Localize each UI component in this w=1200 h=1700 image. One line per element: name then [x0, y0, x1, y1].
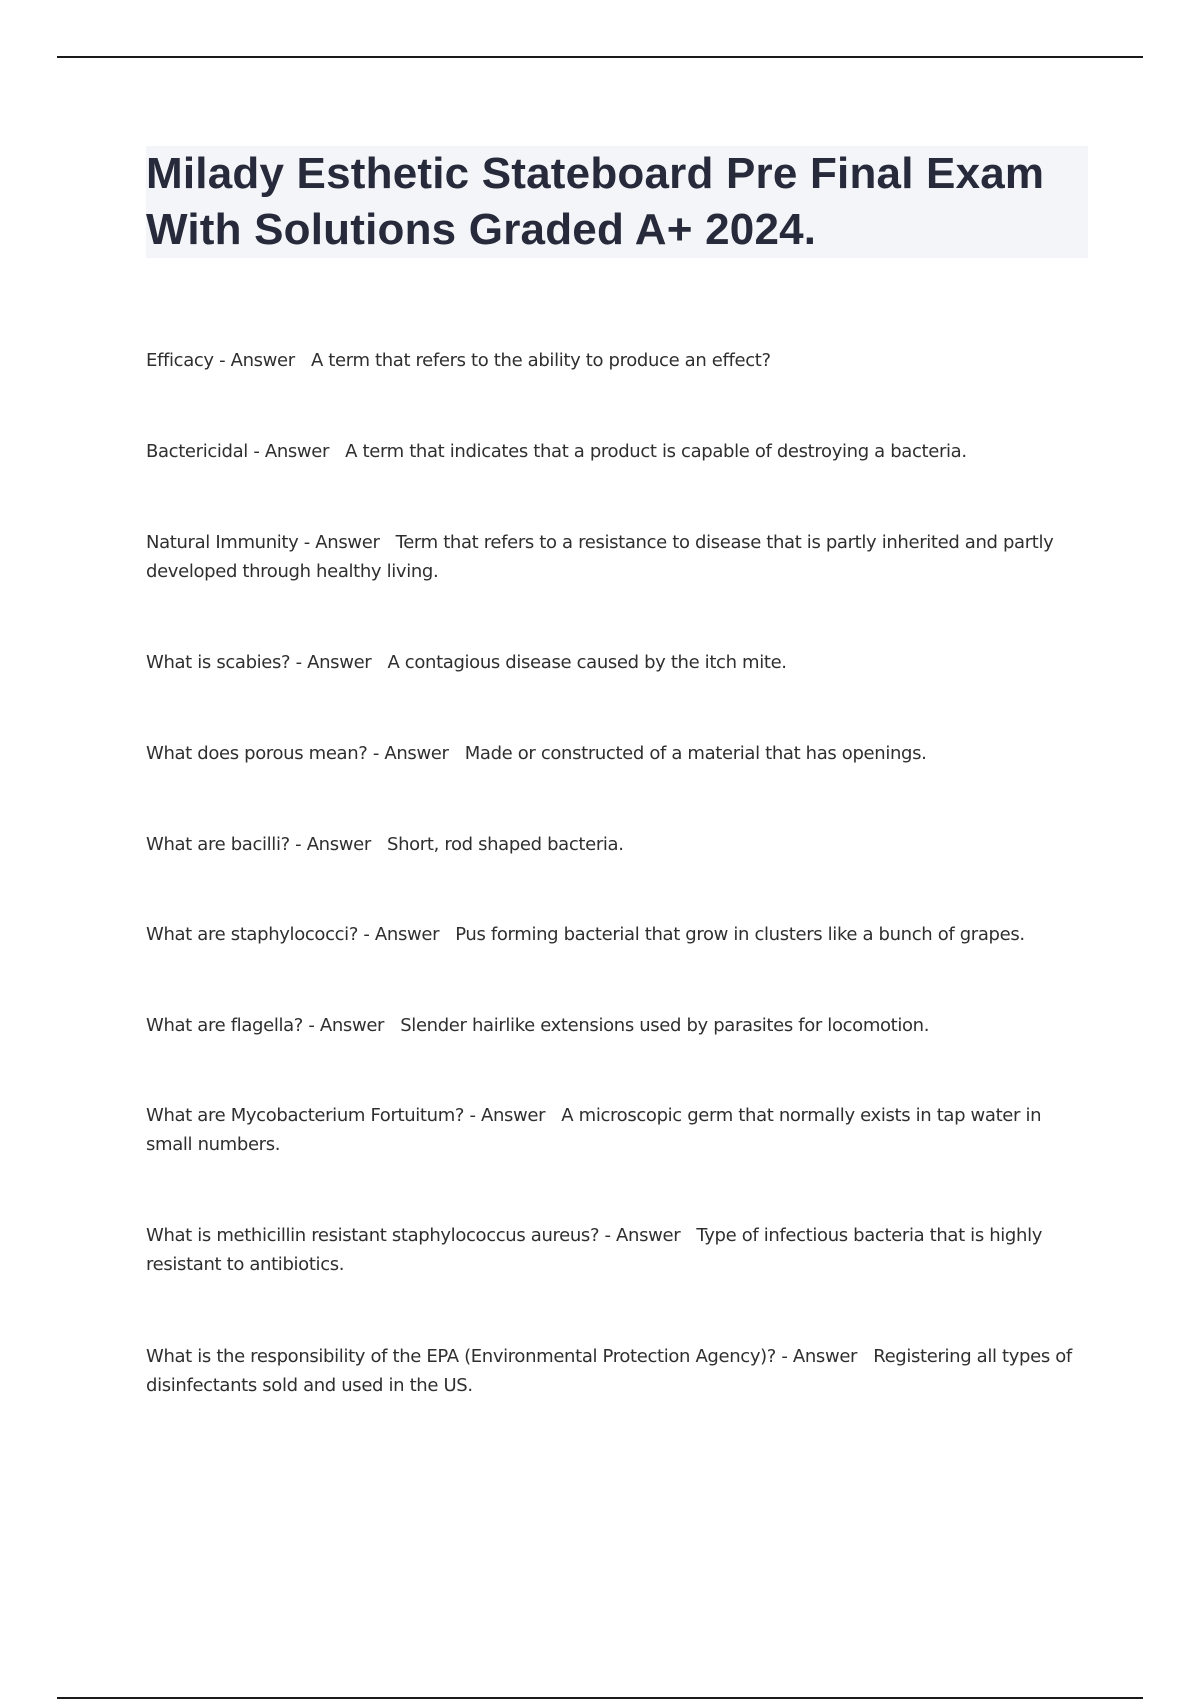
qa-question: What are flagella?: [146, 1015, 304, 1036]
qa-question: Bactericidal: [146, 441, 248, 462]
qa-answer: Type of infectious bacteria that is highly resistant to antibiotics.: [146, 1225, 1043, 1275]
qa-item: [146, 830, 1086, 859]
qa-question: What is scabies?: [146, 652, 291, 673]
qa-item: [146, 346, 1086, 375]
document-title: Milady Esthetic Stateboard Pre Final Exam With Solutions Graded A+ 2024.: [146, 149, 1070, 254]
qa-answer: Short, rod shaped bacteria.: [387, 834, 624, 855]
qa-item: [146, 648, 1086, 677]
qa-separator: - Answer: [213, 350, 311, 371]
qa-answer: A microscopic germ that normally exists in tap water in small numbers.: [146, 1105, 1042, 1155]
qa-question: What are bacilli?: [146, 834, 290, 855]
title-block: [146, 146, 1088, 258]
qa-item: [146, 1342, 1086, 1400]
qa-answer: Term that refers to a resistance to disease that is partly inherited and partly developed through healthy living.: [146, 532, 1054, 582]
qa-separator: - Answer: [289, 834, 388, 855]
qa-answer: A term that indicates that a product is capable of destroying a bacteria.: [345, 441, 967, 462]
qa-separator: - Answer: [599, 1225, 697, 1246]
footer-rule: [57, 1697, 1143, 1699]
qa-item: [146, 1221, 1086, 1279]
qa-question: Natural Immunity: [146, 532, 299, 553]
qa-item: [146, 1101, 1086, 1159]
qa-separator: - Answer: [298, 532, 396, 553]
qa-answer: Registering all types of disinfectants sold and used in the US.: [146, 1346, 1072, 1396]
qa-item: [146, 1011, 1086, 1040]
qa-item: [146, 739, 1086, 768]
qa-answer: Slender hairlike extensions used by parasites for locomotion.: [400, 1015, 930, 1036]
qa-item: [146, 920, 1086, 949]
qa-item: [146, 528, 1086, 586]
qa-separator: - Answer: [303, 1015, 401, 1036]
qa-separator: - Answer: [464, 1105, 562, 1126]
qa-separator: - Answer: [776, 1346, 874, 1367]
qa-answer: A contagious disease caused by the itch mite.: [387, 652, 787, 673]
qa-separator: - Answer: [290, 652, 388, 673]
qa-question: What are staphylococci?: [146, 924, 359, 945]
qa-answer: A term that refers to the ability to produce an effect?: [310, 350, 771, 371]
qa-question: What is the responsibility of the EPA (Environmental Protection Agency)?: [146, 1346, 777, 1367]
qa-question: What are Mycobacterium Fortuitum?: [146, 1105, 465, 1126]
qa-separator: - Answer: [358, 924, 456, 945]
qa-question: What is methicillin resistant staphylococcus aureus?: [146, 1225, 600, 1246]
qa-question: Efficacy: [146, 350, 214, 371]
header-rule: [57, 56, 1143, 58]
qa-answer: Made or constructed of a material that has openings.: [464, 743, 927, 764]
qa-item: [146, 437, 1086, 466]
qa-question: What does porous mean?: [146, 743, 368, 764]
qa-separator: - Answer: [367, 743, 465, 764]
qa-answer: Pus forming bacterial that grow in clusters like a bunch of grapes.: [455, 924, 1025, 945]
qa-separator: - Answer: [247, 441, 346, 462]
